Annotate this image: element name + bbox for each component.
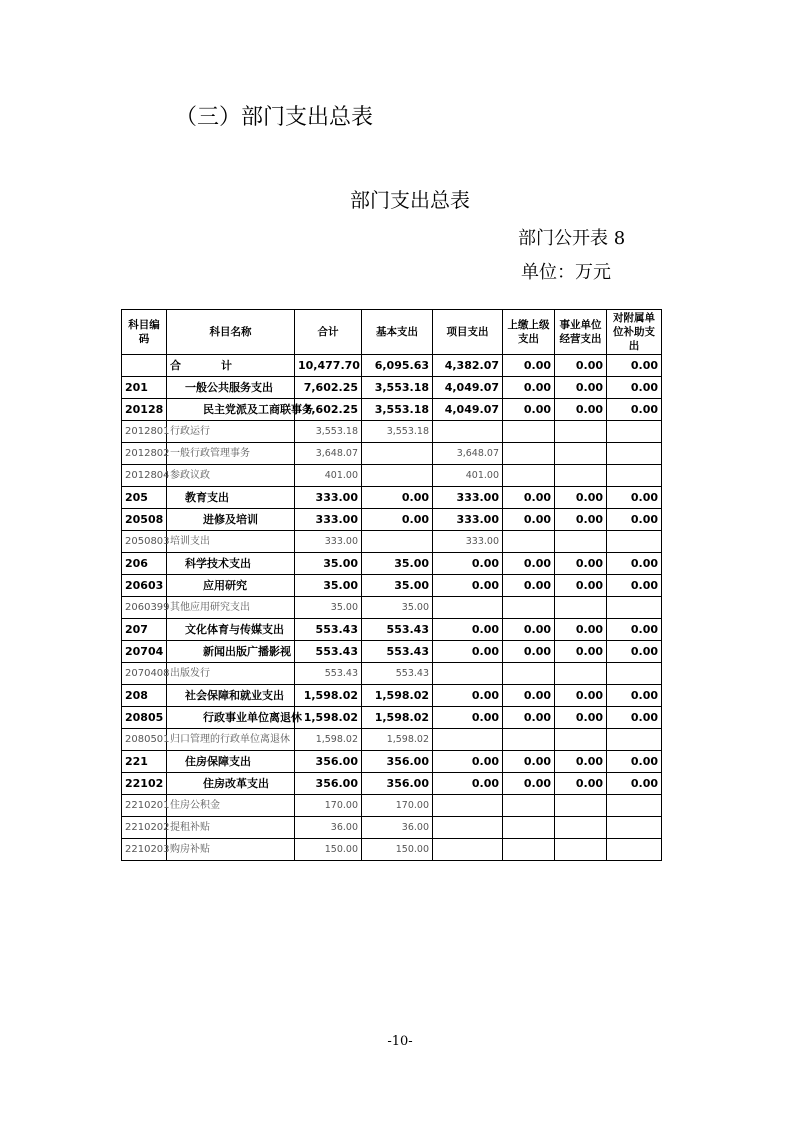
table-row xyxy=(122,553,662,575)
cell-sub xyxy=(607,531,662,553)
expenditure-table xyxy=(121,309,662,861)
cell-biz: 0.00 xyxy=(555,377,607,399)
cell-code: 207 xyxy=(122,619,167,641)
cell-project: 0.00 xyxy=(433,641,503,663)
cell-total: 36.00 xyxy=(295,817,362,839)
header-total: 合计 xyxy=(295,310,362,355)
header-name: 科目名称 xyxy=(167,310,295,355)
cell-sub: 0.00 xyxy=(607,707,662,729)
cell-project: 333.00 xyxy=(433,509,503,531)
cell-basic: 356.00 xyxy=(362,751,433,773)
cell-sub xyxy=(607,817,662,839)
cell-basic: 553.43 xyxy=(362,641,433,663)
cell-basic: 3,553.18 xyxy=(362,399,433,421)
cell-biz: 0.00 xyxy=(555,509,607,531)
cell-code: 2210203 xyxy=(122,839,167,861)
header-sub: 对附属单位补助支出 xyxy=(607,310,662,355)
total-upper: 0.00 xyxy=(503,355,555,377)
cell-project: 3,648.07 xyxy=(433,443,503,465)
table-number: 部门公开表 8 xyxy=(518,228,626,249)
cell-basic: 35.00 xyxy=(362,575,433,597)
cell-name: 出版发行 xyxy=(167,663,295,685)
cell-upper xyxy=(503,421,555,443)
cell-name: 新闻出版广播影视 xyxy=(167,641,295,663)
cell-name: 民主党派及工商联事务 xyxy=(167,399,295,421)
cell-basic: 150.00 xyxy=(362,839,433,861)
cell-sub: 0.00 xyxy=(607,575,662,597)
cell-biz: 0.00 xyxy=(555,751,607,773)
cell-sub xyxy=(607,465,662,487)
cell-basic xyxy=(362,531,433,553)
cell-total: 333.00 xyxy=(295,531,362,553)
total-label-right: 计 xyxy=(221,359,232,372)
cell-name: 归口管理的行政单位离退休 xyxy=(167,729,295,751)
table-row xyxy=(122,421,662,443)
cell-basic xyxy=(362,443,433,465)
table-row xyxy=(122,707,662,729)
table-row xyxy=(122,531,662,553)
cell-basic: 35.00 xyxy=(362,553,433,575)
cell-upper xyxy=(503,817,555,839)
cell-biz xyxy=(555,421,607,443)
cell-basic: 3,553.18 xyxy=(362,421,433,443)
cell-total: 35.00 xyxy=(295,575,362,597)
table-row xyxy=(122,465,662,487)
total-total: 10,477.70 xyxy=(295,355,362,377)
cell-code: 206 xyxy=(122,553,167,575)
cell-basic: 0.00 xyxy=(362,509,433,531)
cell-name: 一般行政管理事务 xyxy=(167,443,295,465)
table-row xyxy=(122,729,662,751)
cell-biz xyxy=(555,839,607,861)
table-row xyxy=(122,663,662,685)
cell-sub xyxy=(607,443,662,465)
cell-basic: 553.43 xyxy=(362,619,433,641)
cell-project: 333.00 xyxy=(433,487,503,509)
cell-project xyxy=(433,597,503,619)
cell-name: 住房改革支出 xyxy=(167,773,295,795)
table-header-row xyxy=(122,310,662,355)
cell-upper xyxy=(503,795,555,817)
header-code: 科目编码 xyxy=(122,310,167,355)
cell-name: 社会保障和就业支出 xyxy=(167,685,295,707)
cell-total: 553.43 xyxy=(295,663,362,685)
cell-name: 住房保障支出 xyxy=(167,751,295,773)
cell-upper: 0.00 xyxy=(503,707,555,729)
cell-upper xyxy=(503,597,555,619)
cell-basic: 3,553.18 xyxy=(362,377,433,399)
cell-code: 20508 xyxy=(122,509,167,531)
cell-upper: 0.00 xyxy=(503,619,555,641)
cell-code: 2012804 xyxy=(122,465,167,487)
cell-total: 1,598.02 xyxy=(295,707,362,729)
total-project: 4,382.07 xyxy=(433,355,503,377)
cell-basic: 1,598.02 xyxy=(362,685,433,707)
cell-total: 356.00 xyxy=(295,751,362,773)
cell-name: 提租补贴 xyxy=(167,817,295,839)
cell-upper: 0.00 xyxy=(503,641,555,663)
cell-sub: 0.00 xyxy=(607,509,662,531)
table-row xyxy=(122,597,662,619)
cell-sub xyxy=(607,729,662,751)
cell-code: 201 xyxy=(122,377,167,399)
cell-code: 2210202 xyxy=(122,817,167,839)
cell-upper: 0.00 xyxy=(503,773,555,795)
cell-total: 170.00 xyxy=(295,795,362,817)
cell-project: 0.00 xyxy=(433,553,503,575)
cell-sub: 0.00 xyxy=(607,685,662,707)
cell-sub xyxy=(607,421,662,443)
table-row xyxy=(122,487,662,509)
cell-project: 0.00 xyxy=(433,707,503,729)
cell-basic: 553.43 xyxy=(362,663,433,685)
table-row xyxy=(122,399,662,421)
cell-name: 参政议政 xyxy=(167,465,295,487)
cell-total: 553.43 xyxy=(295,641,362,663)
cell-biz: 0.00 xyxy=(555,707,607,729)
cell-basic: 1,598.02 xyxy=(362,729,433,751)
cell-project: 0.00 xyxy=(433,575,503,597)
total-row xyxy=(122,355,662,377)
cell-total: 3,648.07 xyxy=(295,443,362,465)
header-biz: 事业单位经营支出 xyxy=(555,310,607,355)
cell-basic: 35.00 xyxy=(362,597,433,619)
cell-sub: 0.00 xyxy=(607,619,662,641)
cell-upper: 0.00 xyxy=(503,751,555,773)
table-row xyxy=(122,641,662,663)
header-project: 项目支出 xyxy=(433,310,503,355)
cell-code: 2012801 xyxy=(122,421,167,443)
cell-biz: 0.00 xyxy=(555,487,607,509)
cell-upper: 0.00 xyxy=(503,685,555,707)
cell-name: 应用研究 xyxy=(167,575,295,597)
cell-basic: 356.00 xyxy=(362,773,433,795)
cell-biz xyxy=(555,465,607,487)
cell-upper: 0.00 xyxy=(503,487,555,509)
page-number: -10- xyxy=(387,1034,413,1049)
cell-code: 2070408 xyxy=(122,663,167,685)
cell-sub: 0.00 xyxy=(607,773,662,795)
cell-code: 2060399 xyxy=(122,597,167,619)
cell-sub: 0.00 xyxy=(607,377,662,399)
cell-basic: 1,598.02 xyxy=(362,707,433,729)
cell-code: 20603 xyxy=(122,575,167,597)
total-sub: 0.00 xyxy=(607,355,662,377)
cell-project: 0.00 xyxy=(433,685,503,707)
cell-basic: 36.00 xyxy=(362,817,433,839)
total-code-cell xyxy=(122,355,167,377)
total-label xyxy=(167,355,295,377)
cell-biz xyxy=(555,531,607,553)
cell-biz: 0.00 xyxy=(555,619,607,641)
cell-upper: 0.00 xyxy=(503,553,555,575)
cell-total: 150.00 xyxy=(295,839,362,861)
cell-upper xyxy=(503,443,555,465)
cell-code: 20704 xyxy=(122,641,167,663)
cell-name: 科学技术支出 xyxy=(167,553,295,575)
cell-sub xyxy=(607,795,662,817)
cell-code: 20805 xyxy=(122,707,167,729)
cell-project xyxy=(433,421,503,443)
cell-code: 2080501 xyxy=(122,729,167,751)
cell-total: 356.00 xyxy=(295,773,362,795)
unit-label: 单位：万元 xyxy=(521,262,611,283)
table-row xyxy=(122,377,662,399)
cell-name: 一般公共服务支出 xyxy=(167,377,295,399)
cell-code: 22102 xyxy=(122,773,167,795)
table-row xyxy=(122,817,662,839)
total-biz: 0.00 xyxy=(555,355,607,377)
cell-total: 401.00 xyxy=(295,465,362,487)
cell-biz: 0.00 xyxy=(555,685,607,707)
cell-project: 0.00 xyxy=(433,773,503,795)
cell-project xyxy=(433,817,503,839)
total-basic: 6,095.63 xyxy=(362,355,433,377)
table-row xyxy=(122,509,662,531)
table-row xyxy=(122,685,662,707)
cell-sub xyxy=(607,839,662,861)
cell-project xyxy=(433,839,503,861)
cell-biz xyxy=(555,817,607,839)
cell-sub: 0.00 xyxy=(607,487,662,509)
cell-total: 35.00 xyxy=(295,597,362,619)
cell-code: 2050803 xyxy=(122,531,167,553)
cell-sub: 0.00 xyxy=(607,641,662,663)
cell-code: 20128 xyxy=(122,399,167,421)
cell-project: 0.00 xyxy=(433,619,503,641)
cell-total: 7,602.25 xyxy=(295,399,362,421)
cell-project xyxy=(433,729,503,751)
cell-code: 2012802 xyxy=(122,443,167,465)
cell-upper: 0.00 xyxy=(503,399,555,421)
cell-basic: 0.00 xyxy=(362,487,433,509)
table-row xyxy=(122,575,662,597)
cell-sub xyxy=(607,663,662,685)
section-heading: （三）部门支出总表 xyxy=(175,105,374,130)
cell-upper xyxy=(503,663,555,685)
cell-name: 培训支出 xyxy=(167,531,295,553)
table-row xyxy=(122,443,662,465)
header-upper: 上缴上级支出 xyxy=(503,310,555,355)
page-title: 部门支出总表 xyxy=(350,188,470,212)
cell-biz: 0.00 xyxy=(555,553,607,575)
table-row xyxy=(122,773,662,795)
cell-name: 行政运行 xyxy=(167,421,295,443)
cell-total: 1,598.02 xyxy=(295,685,362,707)
cell-upper xyxy=(503,531,555,553)
table-row xyxy=(122,839,662,861)
cell-sub: 0.00 xyxy=(607,399,662,421)
cell-project: 401.00 xyxy=(433,465,503,487)
cell-code: 221 xyxy=(122,751,167,773)
total-label-left: 合 xyxy=(170,359,181,372)
cell-biz xyxy=(555,729,607,751)
cell-project xyxy=(433,663,503,685)
cell-total: 1,598.02 xyxy=(295,729,362,751)
cell-total: 3,553.18 xyxy=(295,421,362,443)
cell-project xyxy=(433,795,503,817)
cell-project: 4,049.07 xyxy=(433,377,503,399)
cell-total: 7,602.25 xyxy=(295,377,362,399)
cell-sub xyxy=(607,597,662,619)
cell-biz xyxy=(555,663,607,685)
cell-biz: 0.00 xyxy=(555,773,607,795)
cell-code: 208 xyxy=(122,685,167,707)
table-row xyxy=(122,795,662,817)
cell-basic: 170.00 xyxy=(362,795,433,817)
cell-total: 333.00 xyxy=(295,509,362,531)
cell-code: 2210201 xyxy=(122,795,167,817)
cell-total: 553.43 xyxy=(295,619,362,641)
cell-upper xyxy=(503,729,555,751)
cell-upper: 0.00 xyxy=(503,509,555,531)
cell-biz: 0.00 xyxy=(555,399,607,421)
cell-upper xyxy=(503,465,555,487)
cell-name: 进修及培训 xyxy=(167,509,295,531)
cell-name: 住房公积金 xyxy=(167,795,295,817)
cell-biz xyxy=(555,795,607,817)
cell-name: 其他应用研究支出 xyxy=(167,597,295,619)
cell-name: 购房补贴 xyxy=(167,839,295,861)
cell-sub: 0.00 xyxy=(607,553,662,575)
cell-biz: 0.00 xyxy=(555,641,607,663)
cell-biz xyxy=(555,597,607,619)
cell-total: 333.00 xyxy=(295,487,362,509)
cell-name: 文化体育与传媒支出 xyxy=(167,619,295,641)
cell-total: 35.00 xyxy=(295,553,362,575)
cell-upper: 0.00 xyxy=(503,575,555,597)
cell-sub: 0.00 xyxy=(607,751,662,773)
cell-code: 205 xyxy=(122,487,167,509)
cell-project: 333.00 xyxy=(433,531,503,553)
cell-name: 教育支出 xyxy=(167,487,295,509)
cell-name: 行政事业单位离退休 xyxy=(167,707,295,729)
table-row xyxy=(122,619,662,641)
cell-project: 0.00 xyxy=(433,751,503,773)
cell-project: 4,049.07 xyxy=(433,399,503,421)
header-basic: 基本支出 xyxy=(362,310,433,355)
cell-basic xyxy=(362,465,433,487)
table-row xyxy=(122,751,662,773)
cell-upper: 0.00 xyxy=(503,377,555,399)
cell-biz: 0.00 xyxy=(555,575,607,597)
cell-upper xyxy=(503,839,555,861)
cell-biz xyxy=(555,443,607,465)
